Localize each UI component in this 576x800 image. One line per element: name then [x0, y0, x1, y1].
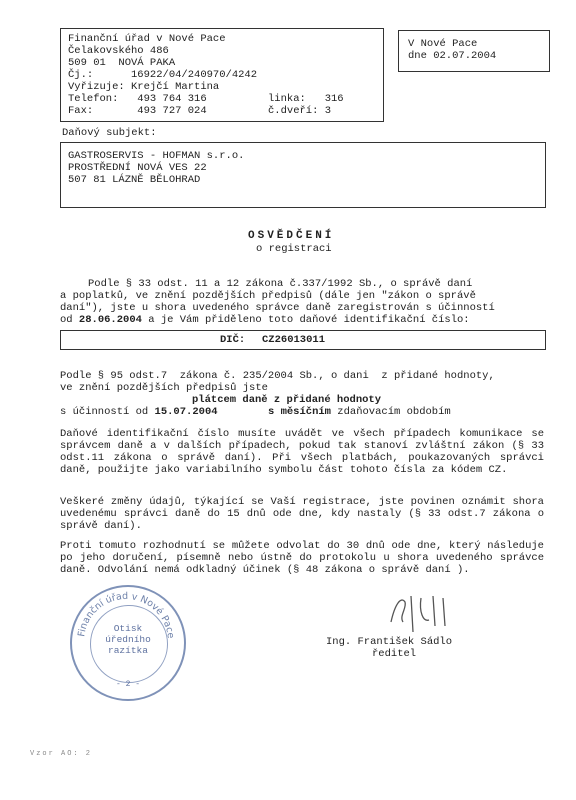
- signature-stroke: [391, 596, 445, 632]
- document-subtitle: o registraci: [256, 243, 332, 255]
- signatory-role: ředitel: [372, 648, 417, 660]
- stamp-line3: razítka: [108, 645, 148, 656]
- signatory-name: Ing. František Sádlo: [326, 636, 453, 648]
- monthly-label: s měsíčním: [267, 406, 331, 418]
- paragraph-appeal: Proti tomuto rozhodnutí se můžete odvolat do 30 dnů ode dne, který následuje po jeho doručení, písemně nebo ústně do protokolu u shora uvedeného správce daně. Odvolání nemá odkladný účinek (§ 48 zákona o správě daní ).: [60, 540, 544, 576]
- fax: Fax: 493 727 024: [68, 105, 207, 117]
- taxpayer-street: PROSTŘEDNÍ NOVÁ VES 22: [68, 162, 207, 174]
- vat-effective-date: 15.07.2004: [154, 406, 218, 418]
- vat-payer-status: plátcem daně z přidané hodnoty: [192, 394, 382, 406]
- registration-date: 28.06.2004: [78, 314, 142, 326]
- para2-line4: [60, 406, 451, 418]
- office-name: Finanční úřad v Nové Pace: [68, 33, 226, 45]
- official-stamp: [70, 585, 186, 701]
- para1-tail: a je Vám přiděleno toto daňové identifikační číslo:: [148, 314, 470, 326]
- office-street: Čelakovského 486: [68, 45, 169, 57]
- para1-line1: Podle § 33 odst. 11 a 12 zákona č.337/1992 Sb., o správě daní: [88, 278, 473, 290]
- office-city: 509 01 NOVÁ PAKA: [68, 57, 176, 69]
- door-number: č.dveří: 3: [268, 105, 332, 117]
- taxpayer-label: Daňový subjekt:: [62, 127, 157, 139]
- reference-number: Čj.: 16922/04/240970/4242: [68, 69, 258, 81]
- paragraph-changes: Veškeré změny údajů, týkající se Vaší registrace, jste povinen oznámit shora uvedenému správci daně do 15 dnů ode dne, kdy nastaly (§ 33 odst.7 zákona o správě daní).: [60, 496, 544, 532]
- date-place: V Nové Pace: [408, 38, 478, 50]
- para2-line1: Podle § 95 odst.7 zákona č. 235/2004 Sb., o dani z přidané hodnoty,: [60, 370, 495, 382]
- stamp-line1: Otisk: [113, 623, 143, 634]
- dic-label: DIČ:: [220, 334, 246, 346]
- phone-ext: linka: 316: [268, 93, 344, 105]
- period-label: zdaňovacím obdobím: [337, 406, 451, 418]
- para2-line2: ve znění pozdějších předpisů jste: [60, 382, 268, 394]
- handler: Vyřizuje: Krejčí Martina: [68, 81, 220, 93]
- para1-line3: daní"), jste u shora uvedeného správce daně zaregistrován s účinností: [60, 302, 495, 314]
- stamp-line2: úředního: [105, 634, 151, 645]
- signature-mark: [385, 592, 475, 637]
- para1-from: od: [60, 314, 73, 326]
- document-title: OSVĚDČENÍ: [248, 230, 335, 242]
- document-date: dne 02.07.2004: [408, 50, 497, 62]
- para1-line2: a poplatků, ve znění pozdějších předpisů (dále jen "zákon o správě: [60, 290, 476, 302]
- stamp-number: - 2 -: [115, 680, 140, 689]
- stamp-ring-label: Finanční úřad v Nové Pace: [76, 590, 176, 640]
- phone: Telefon: 493 764 316: [68, 93, 207, 105]
- para1-line4: [60, 314, 470, 326]
- dic-value: CZ26013011: [262, 334, 326, 346]
- taxpayer-name: GASTROSERVIS - HOFMAN s.r.o.: [68, 150, 245, 162]
- paragraph-dic-usage: Daňové identifikační číslo musíte uvádět ve všech případech komunikace se správcem daně a v dalších případech, pokud tak stanoví zvláštní zákon (§ 33 odst.11 zákona o správě daní). Při všech platbách, poukazovaných správci daně, použijte jako variabilního symbolu část tohoto čísla za kódem CZ.: [60, 428, 544, 476]
- taxpayer-city: 507 81 LÁZNĚ BĚLOHRAD: [68, 174, 201, 186]
- para2-from: s účinností od: [60, 406, 149, 418]
- form-template-code: Vzor AO: 2: [30, 750, 93, 758]
